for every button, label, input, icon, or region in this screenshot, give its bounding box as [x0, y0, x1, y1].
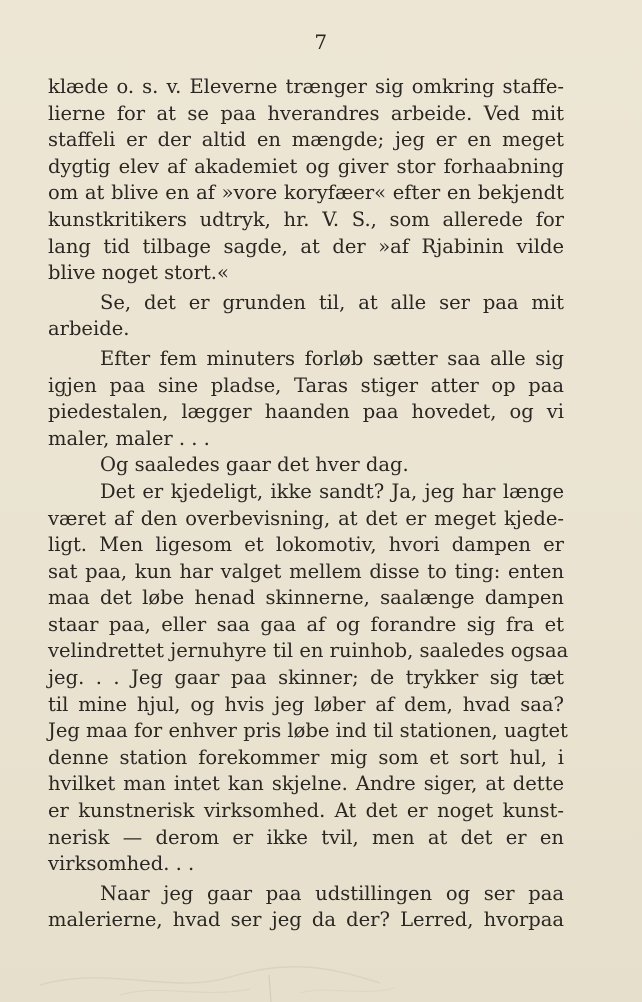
text-line: kunstkritikers udtryk, hr. V. S., som allerede for	[48, 207, 564, 231]
text-line: staar paa, eller saa gaa af og forandre sig fra et	[48, 612, 564, 636]
text-line: sat paa, kun har valget mellem disse to ting: enten	[48, 559, 564, 583]
text-line: lierne for at se paa hverandres arbeide. Ved mit	[48, 101, 564, 125]
body-text	[48, 74, 569, 934]
text-line: nerisk — derom er ikke tvil, men at det er en	[48, 825, 564, 849]
text-line: virksomhed. . .	[48, 852, 195, 876]
text-line: til mine hjul, og hvis jeg løber af dem, hvad saa?	[48, 692, 564, 716]
paragraph-first-line: Naar jeg gaar paa udstillingen og ser paa	[100, 881, 564, 905]
text-line: denne station forekommer mig som et sort hul, i	[48, 745, 564, 769]
text-line: maler, maler . . .	[48, 426, 210, 450]
text-line: igjen paa sine pladse, Taras stiger atter op paa	[48, 373, 564, 397]
text-line: malerierne, hvad ser jeg da der? Lerred, hvorpaa	[48, 908, 564, 932]
paragraph-first-line: Se, det er grunden til, at alle ser paa mit	[100, 290, 564, 314]
text-line: om at blive en af »vore koryfæer« efter en bekjendt	[48, 181, 564, 205]
text-line: blive noget stort.«	[48, 261, 229, 285]
text-line: arbeide.	[48, 317, 130, 341]
paragraph-first-line: Det er kjedeligt, ikke sandt? Ja, jeg har længe	[100, 479, 564, 503]
paragraph-first-line: Efter fem minuters forløb sætter saa alle sig	[100, 346, 564, 370]
bleed-through-ornament	[0, 955, 642, 1002]
text-line: maa det løbe henad skinnerne, saalænge dampen	[48, 586, 564, 610]
text-line: Jeg maa for enhver pris løbe ind til stationen, uagtet	[48, 719, 568, 743]
text-line: velindrettet jernuhyre til en ruinhob, saaledes ogsaa	[48, 639, 569, 663]
text-line: lang tid tilbage sagde, at der »af Rjabinin vilde	[48, 234, 564, 258]
text-line: piedestalen, lægger haanden paa hovedet, og vi	[48, 400, 564, 424]
text-line: er kunstnerisk virksomhed. At det er noget kunst-	[48, 799, 564, 823]
text-line: hvilket man intet kan skjelne. Andre siger, at dette	[48, 772, 564, 796]
text-line: ligt. Men ligesom et lokomotiv, hvori dampen er	[48, 533, 564, 557]
text-line: dygtig elev af akademiet og giver stor forhaabning	[48, 154, 564, 178]
text-line: været af den overbevisning, at det er meget kjede-	[48, 506, 564, 530]
page-number: 7	[314, 30, 328, 54]
text-line: staffeli er der altid en mængde; jeg er en meget	[48, 128, 564, 152]
text-line: klæde o. s. v. Eleverne trænger sig omkring staffe-	[48, 75, 564, 98]
paragraph-first-line: Og saaledes gaar det hver dag.	[100, 453, 409, 477]
text-line: jeg. . . Jeg gaar paa skinner; de trykker sig tæt	[48, 666, 564, 690]
